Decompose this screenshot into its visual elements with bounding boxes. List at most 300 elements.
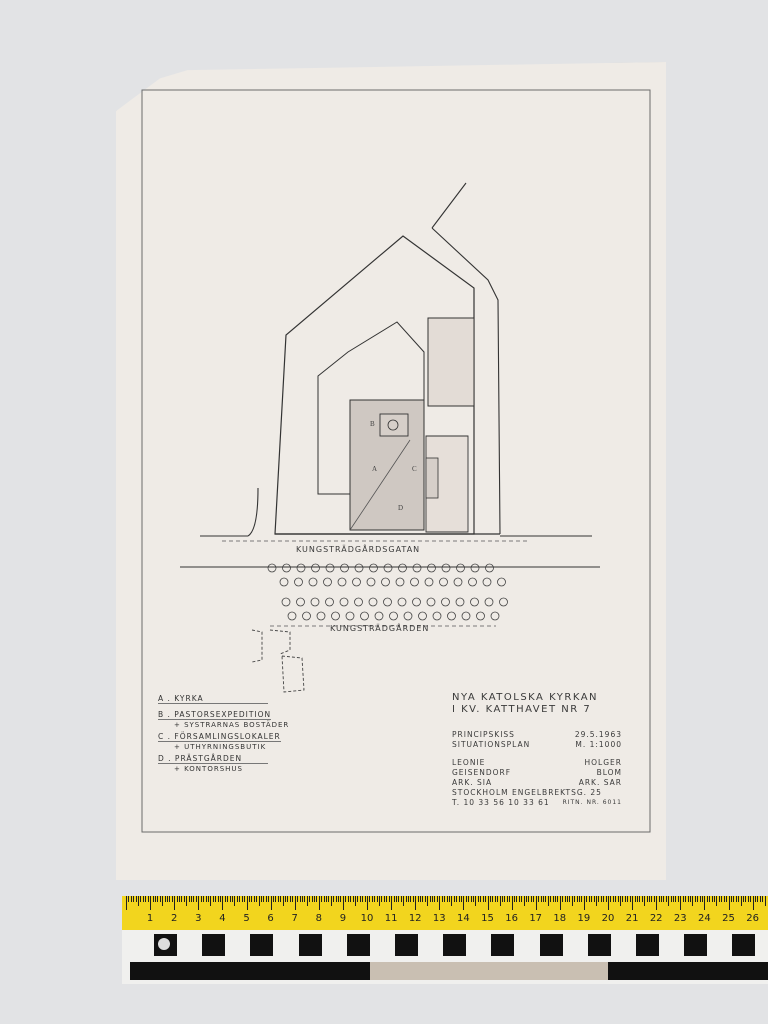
- ruler-tick: [586, 896, 587, 902]
- ruler-number: 5: [243, 913, 250, 924]
- ruler-tick: [331, 896, 332, 906]
- ruler-tick: [268, 896, 269, 902]
- office-address: STOCKHOLM ENGELBREKTSG. 25: [452, 788, 602, 797]
- ruler-tick: [148, 896, 149, 902]
- ruler-tick: [314, 896, 315, 902]
- ruler-tick: [408, 896, 409, 902]
- ruler-tick: [538, 896, 539, 902]
- park-tree: [332, 612, 340, 620]
- ruler-tick: [369, 896, 370, 902]
- park-tree: [369, 598, 377, 606]
- ruler-tick: [328, 896, 329, 902]
- ruler-tick: [324, 896, 325, 902]
- ruler-tick: [461, 896, 462, 902]
- ruler-tick: [555, 896, 556, 902]
- ruler-tick: [642, 896, 643, 902]
- ruler-tick: [608, 896, 609, 910]
- ruler-tick: [663, 896, 664, 902]
- park-tree: [491, 612, 499, 620]
- ruler-tick: [340, 896, 341, 902]
- ruler-tick: [673, 896, 674, 902]
- park-tree: [454, 578, 462, 586]
- ruler-tick: [391, 896, 392, 910]
- park-tree: [396, 578, 404, 586]
- ruler-tick: [420, 896, 421, 902]
- ruler-tick: [531, 896, 532, 902]
- ruler-check-square: [636, 934, 659, 956]
- ruler-tick: [442, 896, 443, 902]
- park-tree: [440, 578, 448, 586]
- ruler-bar-black-left: [130, 962, 370, 980]
- ruler-tick: [254, 896, 255, 902]
- ruler-tick: [451, 896, 452, 906]
- legend-item-a: [158, 694, 268, 704]
- ruler-tick: [765, 896, 766, 906]
- ruler-tick: [647, 896, 648, 902]
- ruler-tick: [193, 896, 194, 902]
- ruler-number: 23: [673, 913, 687, 924]
- ruler-tick: [524, 896, 525, 906]
- ruler-tick: [153, 896, 154, 902]
- ruler-tick: [545, 896, 546, 902]
- ruler-tick: [692, 896, 693, 906]
- ruler-tick: [326, 896, 327, 902]
- park-tree: [326, 564, 334, 572]
- park-tree: [280, 578, 288, 586]
- park-tree: [324, 578, 332, 586]
- ruler-tick: [714, 896, 715, 902]
- ruler-tick: [179, 896, 180, 902]
- ruler-tick: [473, 896, 474, 902]
- ruler-tick: [716, 896, 717, 906]
- park-tree: [462, 612, 470, 620]
- park-tree: [317, 612, 325, 620]
- ruler-check-square: [443, 934, 466, 956]
- ruler-tick: [702, 896, 703, 902]
- ruler-tick: [565, 896, 566, 902]
- park-tree: [346, 612, 354, 620]
- title-line1: NYA KATOLSKA KYRKAN: [452, 692, 599, 703]
- ruler-tick: [283, 896, 284, 906]
- ruler-tick: [263, 896, 264, 902]
- ruler-tick: [167, 896, 168, 902]
- ruler-tick: [712, 896, 713, 902]
- ruler-tick: [145, 896, 146, 902]
- ruler-number: 7: [291, 913, 298, 924]
- ruler-tick: [249, 896, 250, 902]
- ruler-tick: [449, 896, 450, 902]
- park-tree: [283, 564, 291, 572]
- ruler-tick: [680, 896, 681, 910]
- building-b: [380, 414, 408, 436]
- ruler-tick: [415, 896, 416, 910]
- ruler-tick: [639, 896, 640, 902]
- ruler-tick: [688, 896, 689, 902]
- ruler-tick: [589, 896, 590, 902]
- architect1-title: ARK. SIA: [452, 778, 493, 787]
- ruler-tick: [381, 896, 382, 902]
- ruler-check-square: [347, 934, 370, 956]
- ruler-check-square: [540, 934, 563, 956]
- park-tree: [370, 564, 378, 572]
- ruler-tick: [401, 896, 402, 902]
- ruler-tick: [357, 896, 358, 902]
- ruler-tick: [613, 896, 614, 902]
- park-tree: [471, 564, 479, 572]
- ruler-tick: [321, 896, 322, 902]
- ruler-tick: [184, 896, 185, 902]
- ruler-tick: [386, 896, 387, 902]
- park-tree: [353, 578, 361, 586]
- ruler-tick: [384, 896, 385, 902]
- ruler-tick: [553, 896, 554, 902]
- ruler-tick: [750, 896, 751, 902]
- park-tree: [442, 564, 450, 572]
- ruler-tick: [177, 896, 178, 902]
- ruler-tick: [504, 896, 505, 902]
- park-tree: [297, 564, 305, 572]
- ruler-number: 13: [432, 913, 446, 924]
- title-block: [452, 692, 622, 808]
- park-tree: [355, 598, 363, 606]
- ruler-check-square: [684, 934, 707, 956]
- park-tree: [457, 564, 465, 572]
- ruler-tick: [569, 896, 570, 902]
- ruler-tick: [367, 896, 368, 910]
- ruler-tick: [309, 896, 310, 902]
- park-tree: [419, 612, 427, 620]
- ruler-number: 15: [481, 913, 494, 924]
- ruler-tick: [379, 896, 380, 906]
- park-tree: [428, 564, 436, 572]
- ruler-tick: [338, 896, 339, 902]
- ruler-tick: [683, 896, 684, 902]
- ruler-tick: [256, 896, 257, 902]
- plan-type: SITUATIONSPLAN: [452, 740, 531, 749]
- ruler-number: 10: [360, 913, 374, 924]
- architect2-title: ARK. SAR: [578, 778, 622, 787]
- ruler-tick: [495, 896, 496, 902]
- ruler-tick: [160, 896, 161, 902]
- park-tree: [425, 578, 433, 586]
- ruler-tick: [492, 896, 493, 902]
- ruler-tick: [162, 896, 163, 906]
- ruler-tick: [743, 896, 744, 902]
- park-tree: [483, 578, 491, 586]
- ruler-tick: [198, 896, 199, 910]
- ruler-tick: [191, 896, 192, 902]
- ruler-tick: [584, 896, 585, 910]
- park-tree: [477, 612, 485, 620]
- ruler-tick: [528, 896, 529, 902]
- park-tree: [309, 578, 317, 586]
- ruler-tick: [439, 896, 440, 910]
- legend-line1: A . KYRKA: [158, 694, 268, 704]
- building-label-b: B: [370, 420, 376, 428]
- ruler-tick: [213, 896, 214, 902]
- ruler-tick: [150, 896, 151, 910]
- ruler-tick: [497, 896, 498, 902]
- architect1-first: LEONIE: [452, 758, 486, 767]
- park-tree: [382, 578, 390, 586]
- park-tree: [456, 598, 464, 606]
- ruler-tick: [425, 896, 426, 902]
- ruler-number: 2: [171, 913, 178, 924]
- ruler-tick: [514, 896, 515, 902]
- ruler-number: 1: [146, 913, 154, 924]
- ruler-tick: [406, 896, 407, 902]
- ruler-number: 20: [601, 913, 615, 924]
- ruler-tick: [259, 896, 260, 906]
- ruler-tick: [285, 896, 286, 902]
- street-curb-left: [248, 488, 258, 536]
- ruler-tick: [606, 896, 607, 902]
- ruler-tick: [700, 896, 701, 902]
- ruler-tick: [463, 896, 464, 910]
- park-tree: [404, 612, 412, 620]
- park-tree: [326, 598, 334, 606]
- ruler-tick: [307, 896, 308, 906]
- ruler-tick: [733, 896, 734, 902]
- ruler-tick: [222, 896, 223, 910]
- ruler-tick: [666, 896, 667, 902]
- park-tree: [399, 564, 407, 572]
- ruler-tick: [760, 896, 761, 902]
- ruler-check-square: [202, 934, 225, 956]
- legend-line2: + UTHYRNINGSBUTIK: [174, 743, 267, 751]
- ruler-tick: [762, 896, 763, 902]
- park-tree: [384, 598, 392, 606]
- ruler-tick: [251, 896, 252, 902]
- ruler-tick: [297, 896, 298, 902]
- plan-scale: M. 1:1000: [575, 740, 622, 749]
- ruler-tick: [741, 896, 742, 906]
- ruler-tick: [500, 896, 501, 906]
- ruler-tick: [557, 896, 558, 902]
- ruler-tick: [572, 896, 573, 906]
- ruler-tick: [396, 896, 397, 902]
- ruler-tick: [165, 896, 166, 902]
- park-tree: [312, 564, 320, 572]
- park-tree: [311, 598, 319, 606]
- park-tree: [471, 598, 479, 606]
- ruler-tick: [432, 896, 433, 902]
- ruler-tick: [350, 896, 351, 902]
- ruler-tick: [468, 896, 469, 902]
- ruler-tick: [637, 896, 638, 902]
- ruler-tick: [447, 896, 448, 902]
- ruler-tick: [601, 896, 602, 902]
- ruler-tick: [230, 896, 231, 902]
- park-tree: [448, 612, 456, 620]
- ruler-tick: [456, 896, 457, 902]
- ruler-tick: [724, 896, 725, 902]
- ruler-tick: [478, 896, 479, 902]
- ruler-tick: [300, 896, 301, 902]
- ruler-tick: [485, 896, 486, 902]
- ruler-tick: [201, 896, 202, 902]
- ruler-tick: [526, 896, 527, 902]
- ruler-tick: [579, 896, 580, 902]
- architect1-last: GEISENDORF: [452, 768, 512, 777]
- ruler-tick: [507, 896, 508, 902]
- legend-item-c: [158, 732, 281, 751]
- ruler-tick: [403, 896, 404, 906]
- park-tree: [411, 578, 419, 586]
- ruler-tick: [394, 896, 395, 902]
- park-tree: [338, 578, 346, 586]
- ruler-tick: [304, 896, 305, 902]
- ruler-tick: [630, 896, 631, 902]
- ruler-tick: [218, 896, 219, 902]
- ruler-tick: [133, 896, 134, 902]
- ruler-tick: [459, 896, 460, 902]
- ruler-tick: [261, 896, 262, 902]
- ruler-tick: [410, 896, 411, 902]
- ruler-tick: [745, 896, 746, 902]
- ruler-tick: [247, 896, 248, 910]
- ruler-tick: [295, 896, 296, 910]
- ruler-tick: [603, 896, 604, 902]
- ruler-tick: [671, 896, 672, 902]
- ruler-tick: [695, 896, 696, 902]
- ruler-tick: [377, 896, 378, 902]
- drawing-date: 29.5.1963: [574, 730, 622, 739]
- ruler-tick: [444, 896, 445, 902]
- ruler-tick: [437, 896, 438, 902]
- ruler-tick: [389, 896, 390, 902]
- ruler-number: 22: [649, 913, 663, 924]
- ruler-tick: [422, 896, 423, 902]
- ruler-tick: [353, 896, 354, 902]
- park-tree: [398, 598, 406, 606]
- ruler-tick: [635, 896, 636, 902]
- ruler-number: 18: [553, 913, 567, 924]
- ruler-tick: [316, 896, 317, 902]
- ruler-check-square: [588, 934, 611, 956]
- ruler-tick: [220, 896, 221, 902]
- ruler-number: 12: [408, 913, 422, 924]
- park-tree: [297, 598, 305, 606]
- office-phone: T. 10 33 56 10 33 61: [452, 798, 550, 807]
- building-label-a: A: [372, 465, 379, 473]
- ruler-tick: [654, 896, 655, 902]
- legend-item-b: [158, 710, 289, 729]
- park-tree: [288, 612, 296, 620]
- ruler-tick: [336, 896, 337, 902]
- ruler-tick: [678, 896, 679, 902]
- ruler-tick: [355, 896, 356, 906]
- ruler-number: 14: [457, 913, 470, 924]
- drawing-type: PRINCIPSKISS: [452, 730, 515, 739]
- park-path: [252, 630, 304, 692]
- ruler-tick: [140, 896, 141, 902]
- ruler-tick: [685, 896, 686, 902]
- ruler-tick: [596, 896, 597, 906]
- ruler-tick: [581, 896, 582, 902]
- ruler-cm-scale: [122, 896, 768, 930]
- ruler-tick: [490, 896, 491, 902]
- park-tree: [500, 598, 508, 606]
- ruler-tick: [632, 896, 633, 910]
- ruler-check-square: [299, 934, 322, 956]
- ruler-tick: [430, 896, 431, 902]
- ruler-tick: [275, 896, 276, 902]
- ruler-bar-black-right: [608, 962, 768, 980]
- ruler-tick: [360, 896, 361, 902]
- architect2-first: HOLGER: [584, 758, 622, 767]
- street-label-bottom: KUNGSTRÄDGÅRDEN: [330, 624, 430, 633]
- ruler-tick: [398, 896, 399, 902]
- ruler-tick: [345, 896, 346, 902]
- ruler-tick: [232, 896, 233, 902]
- legend-line1: B . PASTORSEXPEDITION: [158, 710, 272, 719]
- building-d: [428, 318, 474, 406]
- ruler-tick: [738, 896, 739, 902]
- ruler-tick: [519, 896, 520, 902]
- ruler-bar-gray: [370, 962, 608, 980]
- ruler-tick: [287, 896, 288, 902]
- ruler-tick: [227, 896, 228, 902]
- ruler-tick: [509, 896, 510, 902]
- ruler-tick: [625, 896, 626, 902]
- ruler-number: 26: [746, 913, 759, 924]
- park-trees: [268, 564, 508, 620]
- ruler-tick: [610, 896, 611, 902]
- ruler-tick: [475, 896, 476, 906]
- ruler-tick: [591, 896, 592, 902]
- ruler-check-square: [250, 934, 273, 956]
- ruler-tick: [138, 896, 139, 906]
- park-tree: [367, 578, 375, 586]
- ruler-number: 24: [698, 913, 711, 924]
- ruler-tick: [729, 896, 730, 910]
- ruler-number: 6: [267, 913, 274, 924]
- ruler-tick: [454, 896, 455, 902]
- ruler-tick: [143, 896, 144, 902]
- ruler-tick: [541, 896, 542, 902]
- park-tree: [303, 612, 311, 620]
- ruler-tick: [136, 896, 137, 902]
- ruler-number: 16: [505, 913, 518, 924]
- ruler-tick: [266, 896, 267, 902]
- park-tree: [442, 598, 450, 606]
- ruler-tick: [126, 896, 127, 910]
- ruler-tick: [726, 896, 727, 902]
- ruler-tick: [757, 896, 758, 902]
- ruler-tick: [649, 896, 650, 902]
- park-tree: [486, 564, 494, 572]
- ruler-number: 25: [722, 913, 735, 924]
- ruler-tick: [736, 896, 737, 902]
- ruler-tick: [548, 896, 549, 906]
- park-tree: [375, 612, 383, 620]
- ruler-tick: [615, 896, 616, 902]
- ruler-tick: [434, 896, 435, 902]
- park-tree: [341, 564, 349, 572]
- ruler-tick: [302, 896, 303, 902]
- ruler-tick: [196, 896, 197, 902]
- ruler-tick: [466, 896, 467, 902]
- ruler-check-square: [732, 934, 755, 956]
- park-tree: [413, 598, 421, 606]
- ruler-tick: [543, 896, 544, 902]
- park-tree: [295, 578, 303, 586]
- ruler-tick: [562, 896, 563, 902]
- ruler-tick: [533, 896, 534, 902]
- ruler-tick: [413, 896, 414, 902]
- ruler-tick: [755, 896, 756, 902]
